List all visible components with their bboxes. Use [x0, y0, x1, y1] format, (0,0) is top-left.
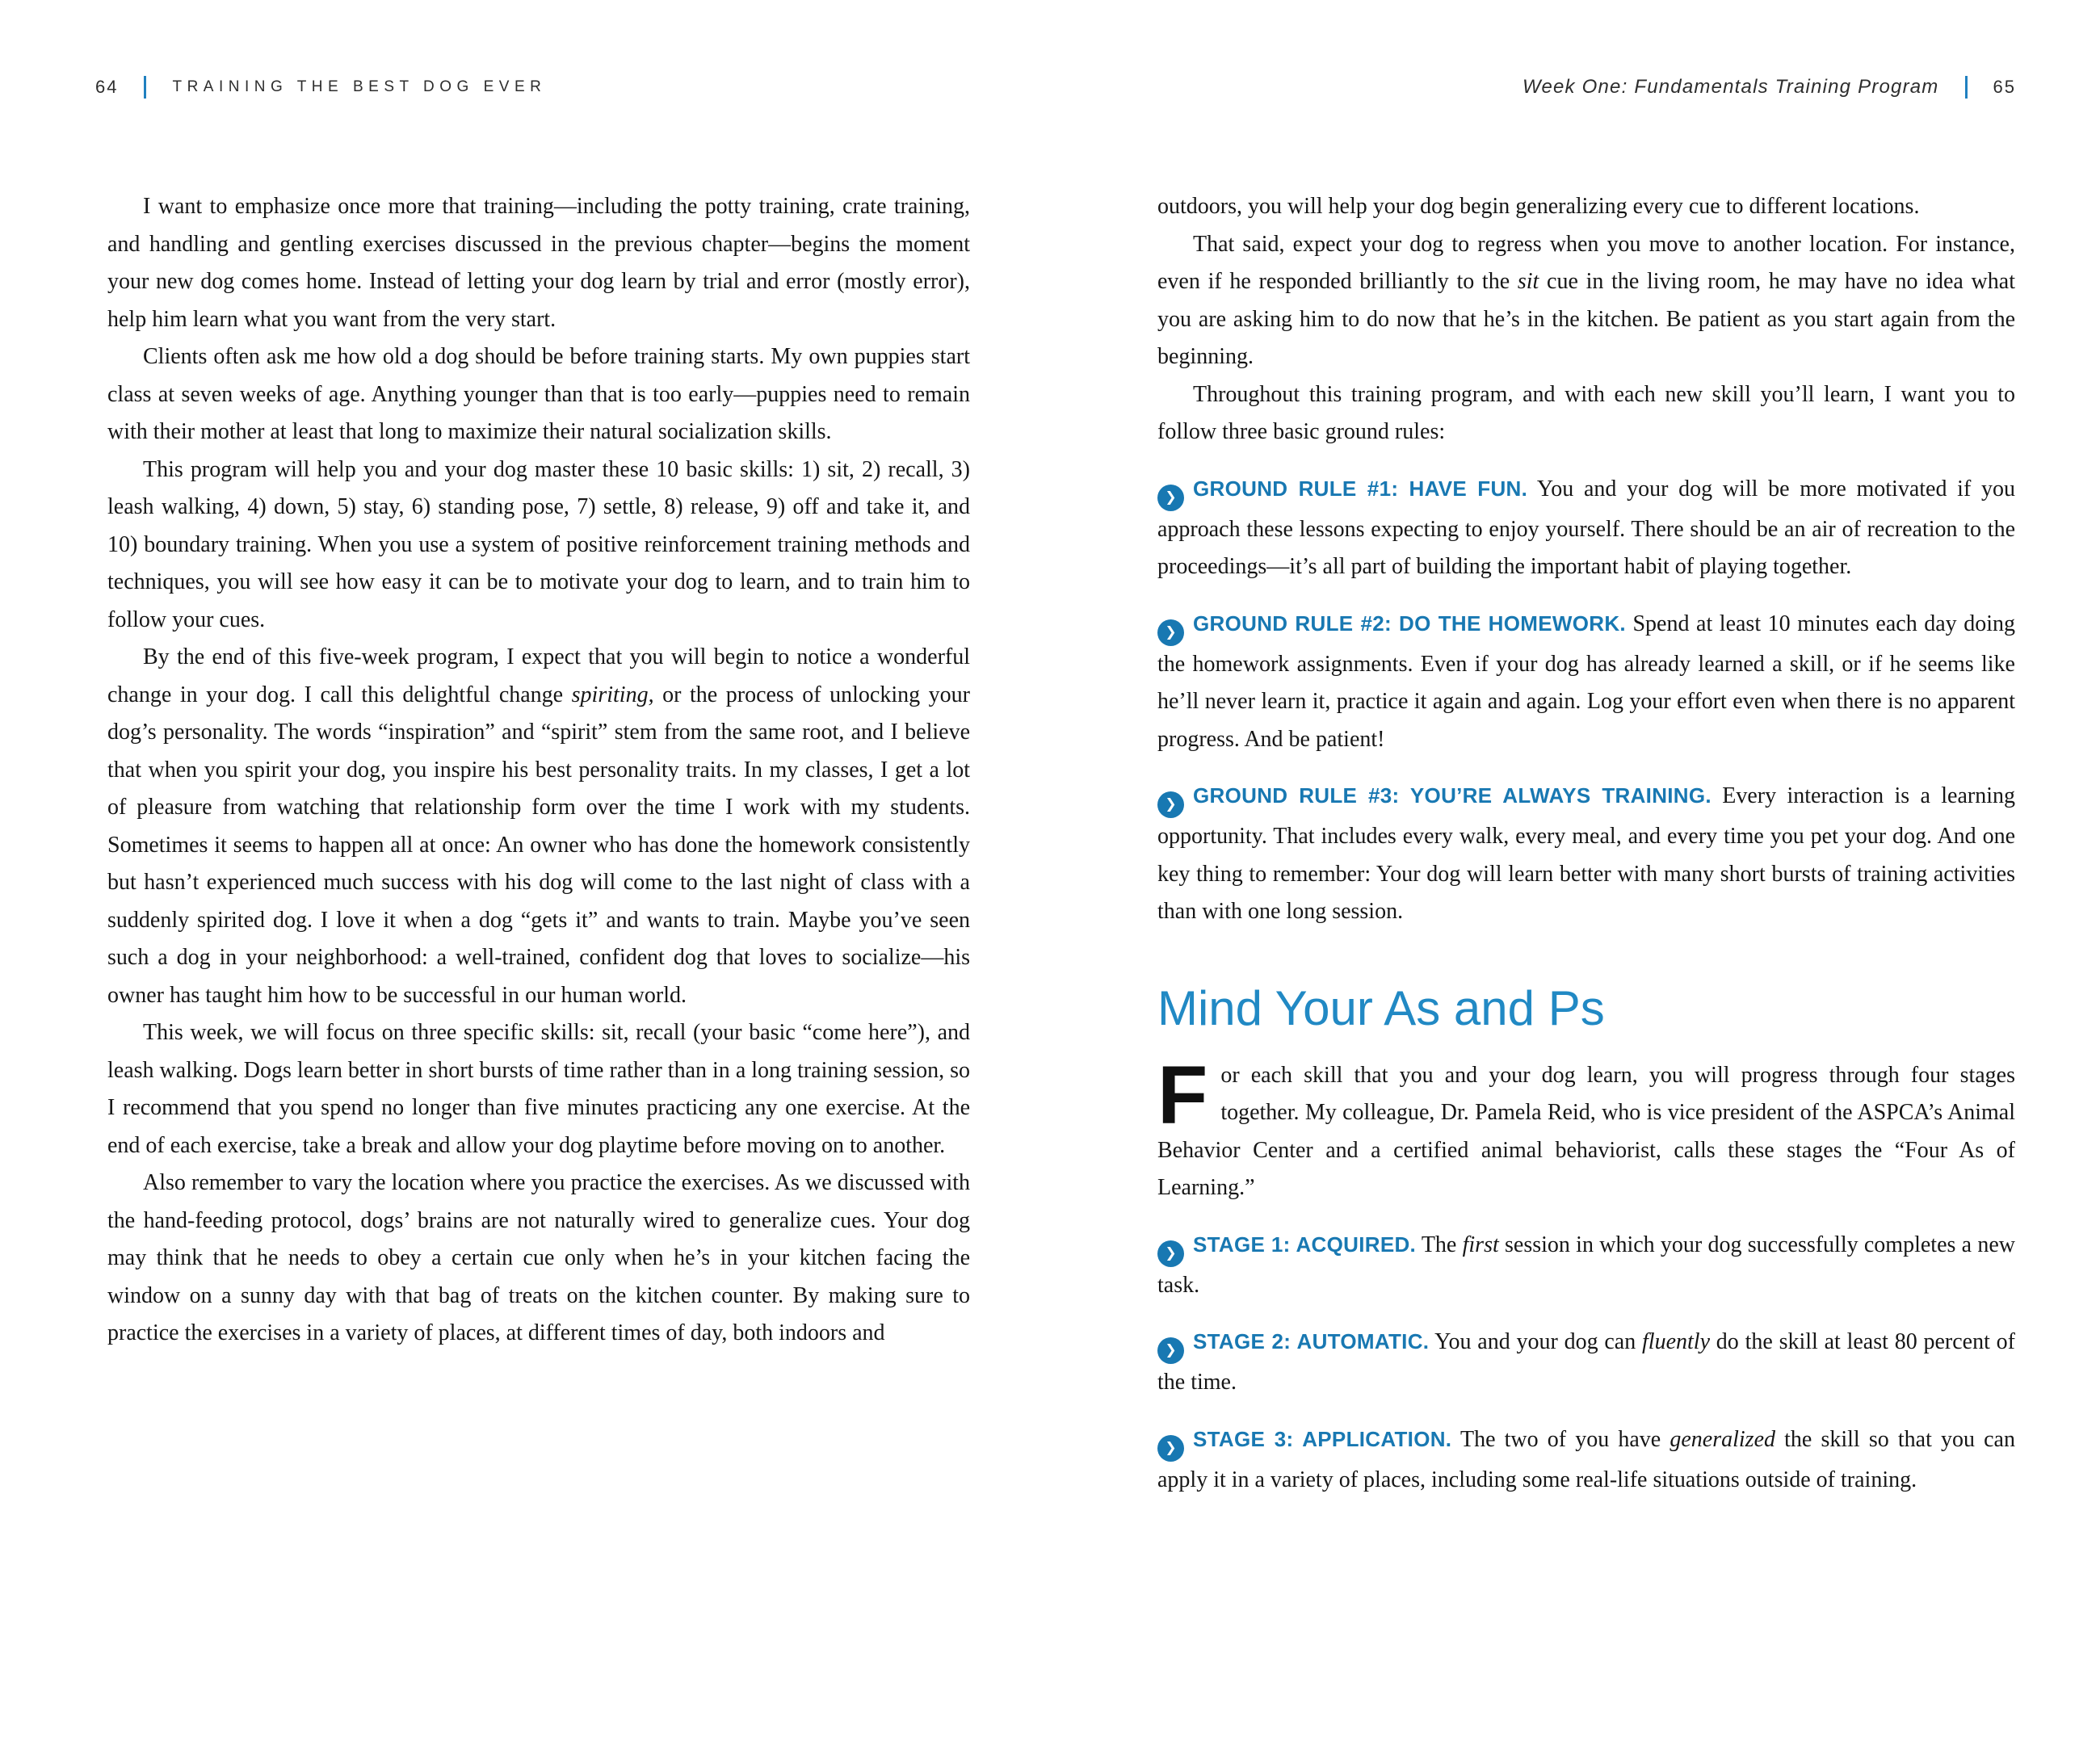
right-page-number: 65: [1993, 77, 2016, 97]
ground-rule-text: Every interaction is a learning opportunity. That includes every walk, every meal, and every time you pet your dog. And one key thing to remember: Your dog will learn better with many short bursts of training activities than with one long session.: [1157, 783, 2016, 924]
stage-text: The two of you have generalized the skill so that you can apply it in a variety of places, including some real-life situations outside of training.: [1157, 1426, 2015, 1492]
stage-text: You and your dog can fluently do the skill at least 80 percent of the time.: [1157, 1329, 2015, 1395]
right-text-column: [1157, 188, 2015, 1499]
chevron-circle-icon: ❯: [1157, 1240, 1184, 1267]
stage-label: STAGE 2: AUTOMATIC.: [1193, 1329, 1430, 1353]
right-paragraphs: [1157, 188, 2015, 451]
left-running-title: TRAINING THE BEST DOG EVER: [172, 78, 547, 95]
dropcap-paragraph-text: or each skill that you and your dog learn, you will progress through four stages together. My colleague, Dr. Pamela Reid, who is vice president of the ASPCA’s Animal Behavior Center and a certified animal behaviorist, calls these stages the “Four As of Learning.”: [1157, 1062, 2015, 1200]
dropcap-paragraph: [1157, 1048, 2015, 1207]
paragraph: Clients often ask me how old a dog should be before training starts. My own puppies start class at seven weeks of age. Anything younger than that is too early—puppies need to remain with their mother at least that long to maximize their natural socialization skills.: [107, 344, 970, 444]
paragraph: Throughout this training program, and with each new skill you’ll learn, I want you to follow three basic ground rules:: [1157, 381, 2015, 444]
header-divider-bar: [1965, 76, 1968, 99]
ground-rule-text: Spend at least 10 minutes each day doing the homework assignments. Even if your dog has already learned a skill, or if he seems like he’ll never learn it, practice it again and again. Log your effort even when there is no apparent progress. And be patient!: [1157, 611, 2016, 752]
stage-item: [1157, 1226, 2015, 1305]
ground-rule-item: [1157, 605, 2015, 759]
ground-rules-list: [1157, 470, 2015, 931]
stage-item: [1157, 1323, 2015, 1402]
ground-rule-item: [1157, 777, 2015, 931]
stages-list: [1157, 1226, 2015, 1500]
left-running-head: [95, 76, 546, 99]
paragraph: This program will help you and your dog master these 10 basic skills: 1) sit, 2) recall, 3) leash walking, 4) down, 5) stay, 6) standing pose, 7) settle, 8) release, 9) off and take it, and 10) boundary training. When you use a system of positive reinforcement training methods and techniques, you will see how easy it can be to motivate your dog to learn, and to train him to follow your cues.: [107, 456, 970, 632]
paragraph: I want to emphasize once more that training—including the potty training, crate training, and handling and gentling exercises discussed in the previous chapter—begins the moment your new dog comes home. Instead of letting your dog learn by trial and error (mostly error), help him learn what you want from the very start.: [107, 194, 970, 332]
chevron-circle-icon: ❯: [1157, 1337, 1184, 1364]
paragraph: This week, we will focus on three specific skills: sit, recall (your basic “come here”), and leash walking. Dogs learn better in short bursts of time rather than in a long training session, so I recommend that you spend no longer than five minutes practicing any one exercise. At the end of each exercise, take a break and allow your dog playtime before moving on to another.: [107, 1020, 970, 1158]
section-heading: Mind Your As and Ps: [1157, 980, 1605, 1035]
stage-label: STAGE 1: ACQUIRED.: [1193, 1232, 1417, 1257]
chevron-circle-icon: ❯: [1157, 619, 1184, 646]
paragraph: outdoors, you will help your dog begin generalizing every cue to different locations.: [1157, 194, 1920, 219]
stage-item: [1157, 1421, 2015, 1500]
header-divider-bar: [144, 76, 146, 99]
dropcap-letter: F: [1157, 1048, 1208, 1141]
left-page-number: 64: [95, 77, 119, 97]
ground-rule-label: GROUND RULE #1: HAVE FUN.: [1193, 476, 1528, 501]
chevron-circle-icon: ❯: [1157, 485, 1184, 511]
paragraph: Also remember to vary the location where you practice the exercises. As we discussed with the hand-feeding protocol, dogs’ brains are not naturally wired to generalize cues. Your dog may think that he needs to obey a certain cue only when he’s in your kitchen facing the window on a sunny day with that bag of treats on the kitchen counter. By making sure to practice the exercises in a variety of places, at different times of day, both indoors and: [107, 1170, 970, 1345]
left-text-column: [107, 188, 970, 1353]
stage-text: The first session in which your dog successfully completes a new task.: [1157, 1232, 2016, 1298]
chevron-circle-icon: ❯: [1157, 791, 1184, 818]
ground-rule-label: GROUND RULE #3: YOU’RE ALWAYS TRAINING.: [1193, 783, 1712, 808]
stage-label: STAGE 3: APPLICATION.: [1193, 1426, 1452, 1451]
ground-rule-text: You and your dog will be more motivated if you approach these lessons expecting to enjoy yourself. There should be an air of recreation to the proceedings—it’s all part of building the important habit of playing together.: [1157, 476, 2015, 579]
chevron-circle-icon: ❯: [1157, 1435, 1184, 1462]
ground-rule-label: GROUND RULE #2: DO THE HOMEWORK.: [1193, 611, 1626, 636]
ground-rule-item: [1157, 470, 2015, 586]
paragraph: That said, expect your dog to regress when you move to another location. For instance, even if he responded brilliantly to the sit cue in the living room, he may have no idea what you are asking him to do now that he’s in the kitchen. Be patient as you start again from the beginning.: [1157, 231, 2015, 369]
paragraph: By the end of this five-week program, I expect that you will begin to notice a wonderful change in your dog. I call this delightful change spiriting, or the process of unlocking your dog’s personality. The words “inspiration” and “spirit” stem from the same root, and I believe that when you spirit your dog, you inspire his best personality traits. In my classes, I get a lot of pleasure from watching that relationship form over the time I work with my students. Sometimes it seems to happen all at once: An owner who has done the homework consistently but hasn’t experienced much success with his dog will come to the last night of class with a suddenly spirited dog. I love it when a dog “gets it” and wants to train. Maybe you’ve seen such a dog in your neighborhood: a well-trained, confident dog that loves to socialize—his owner has taught him how to be successful in our human world.: [107, 644, 970, 1008]
right-running-head: [1522, 76, 2016, 99]
right-running-title: Week One: Fundamentals Training Program: [1522, 76, 1939, 98]
